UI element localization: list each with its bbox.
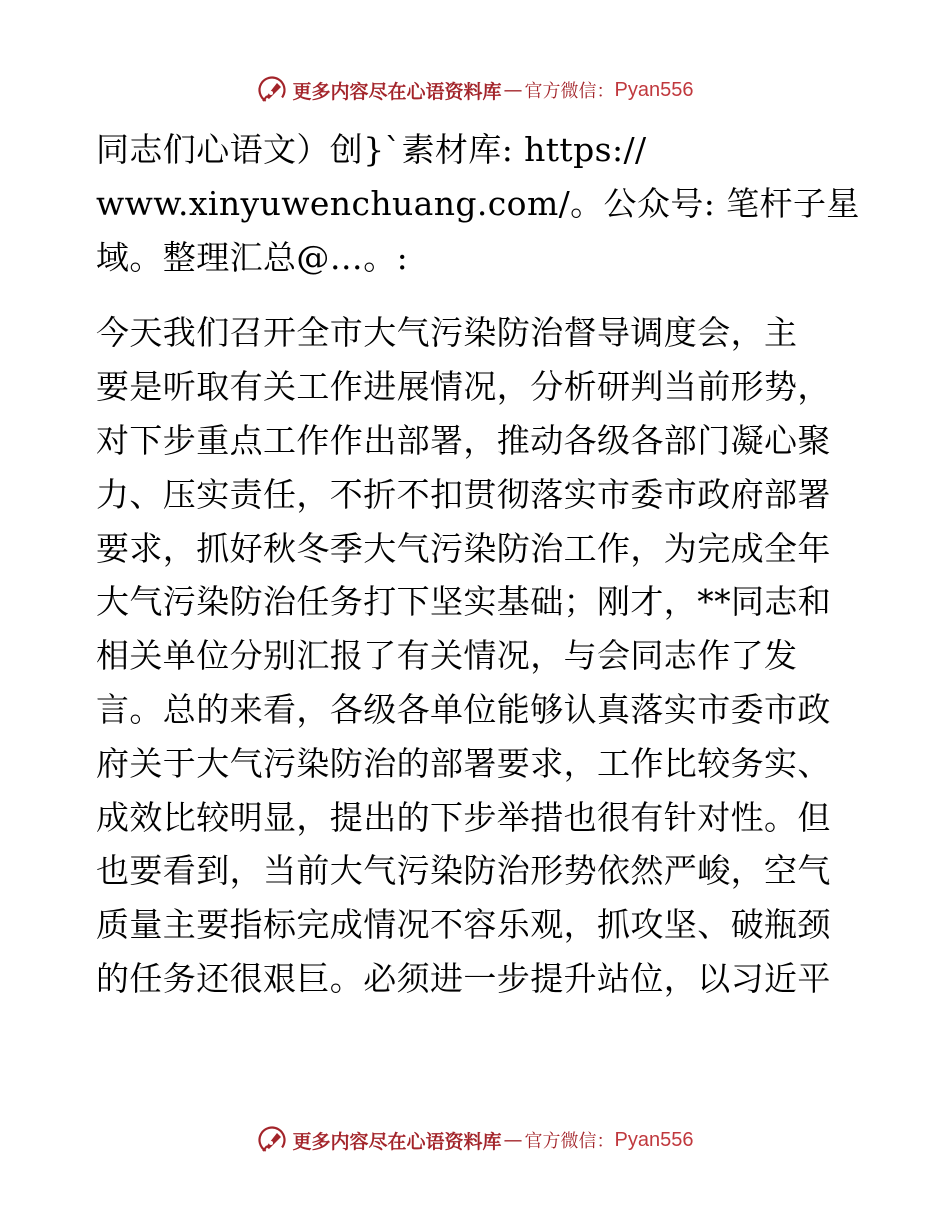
- body-line: 要是听取有关工作进展情况，分析研判当前形势，: [96, 367, 831, 407]
- pen-nib-logo-icon: [257, 75, 287, 105]
- body-line: 也要看到，当前大气污染防治形势依然严峻，空气: [96, 851, 831, 891]
- body-line: 言。总的来看，各级各单位能够认真落实市委市政: [96, 689, 831, 729]
- intro-line: www.xinyuwenchuang.com/。公众号: 笔杆子星: [96, 183, 860, 223]
- body-line: 相关单位分别汇报了有关情况，与会同志作了发: [96, 636, 798, 676]
- body-line: 力、压实责任，不折不扣贯彻落实市委市政府部署: [96, 474, 831, 514]
- banner-site-text: 更多内容尽在心语资料库: [292, 80, 502, 103]
- pen-nib-logo-icon: [257, 1125, 287, 1155]
- intro-line: 同志们心语文）创}`素材库: https://: [96, 130, 647, 169]
- banner-site-text: 更多内容尽在心语资料库: [292, 1130, 502, 1153]
- body-line: 对下步重点工作作出部署，推动各级各部门凝心聚: [96, 420, 831, 460]
- body-line: 府关于大气污染防治的部署要求，工作比较务实、: [96, 743, 831, 783]
- intro-paragraph: [96, 123, 860, 284]
- body-line: 成效比较明显，提出的下步举措也很有针对性。但: [96, 797, 831, 837]
- banner-dash: —: [503, 79, 523, 101]
- banner-wechat-label: 官方微信：: [524, 81, 615, 102]
- header-banner: [0, 70, 950, 110]
- banner-wechat-id: Pyan556: [614, 78, 694, 101]
- body-paragraph: [96, 306, 856, 1005]
- document-body: [96, 123, 860, 1006]
- banner-dash: —: [503, 1129, 523, 1151]
- banner-wechat-label: 官方微信：: [524, 1131, 615, 1152]
- body-line: 的任务还很艰巨。必须进一步提升站位，以习近平: [96, 958, 831, 998]
- body-line: 质量主要指标完成情况不容乐观，抓攻坚、破瓶颈: [96, 905, 831, 945]
- body-line: 要求，抓好秋冬季大气污染防治工作，为完成全年: [96, 528, 831, 568]
- intro-line: 域。整理汇总@…。:: [96, 237, 409, 277]
- banner-wechat-id: Pyan556: [614, 1128, 694, 1151]
- body-line: 今天我们召开全市大气污染防治督导调度会，主: [96, 313, 798, 353]
- body-line: 大气污染防治任务打下坚实基础；刚才，**同志和: [96, 582, 832, 622]
- footer-banner: [0, 1120, 950, 1160]
